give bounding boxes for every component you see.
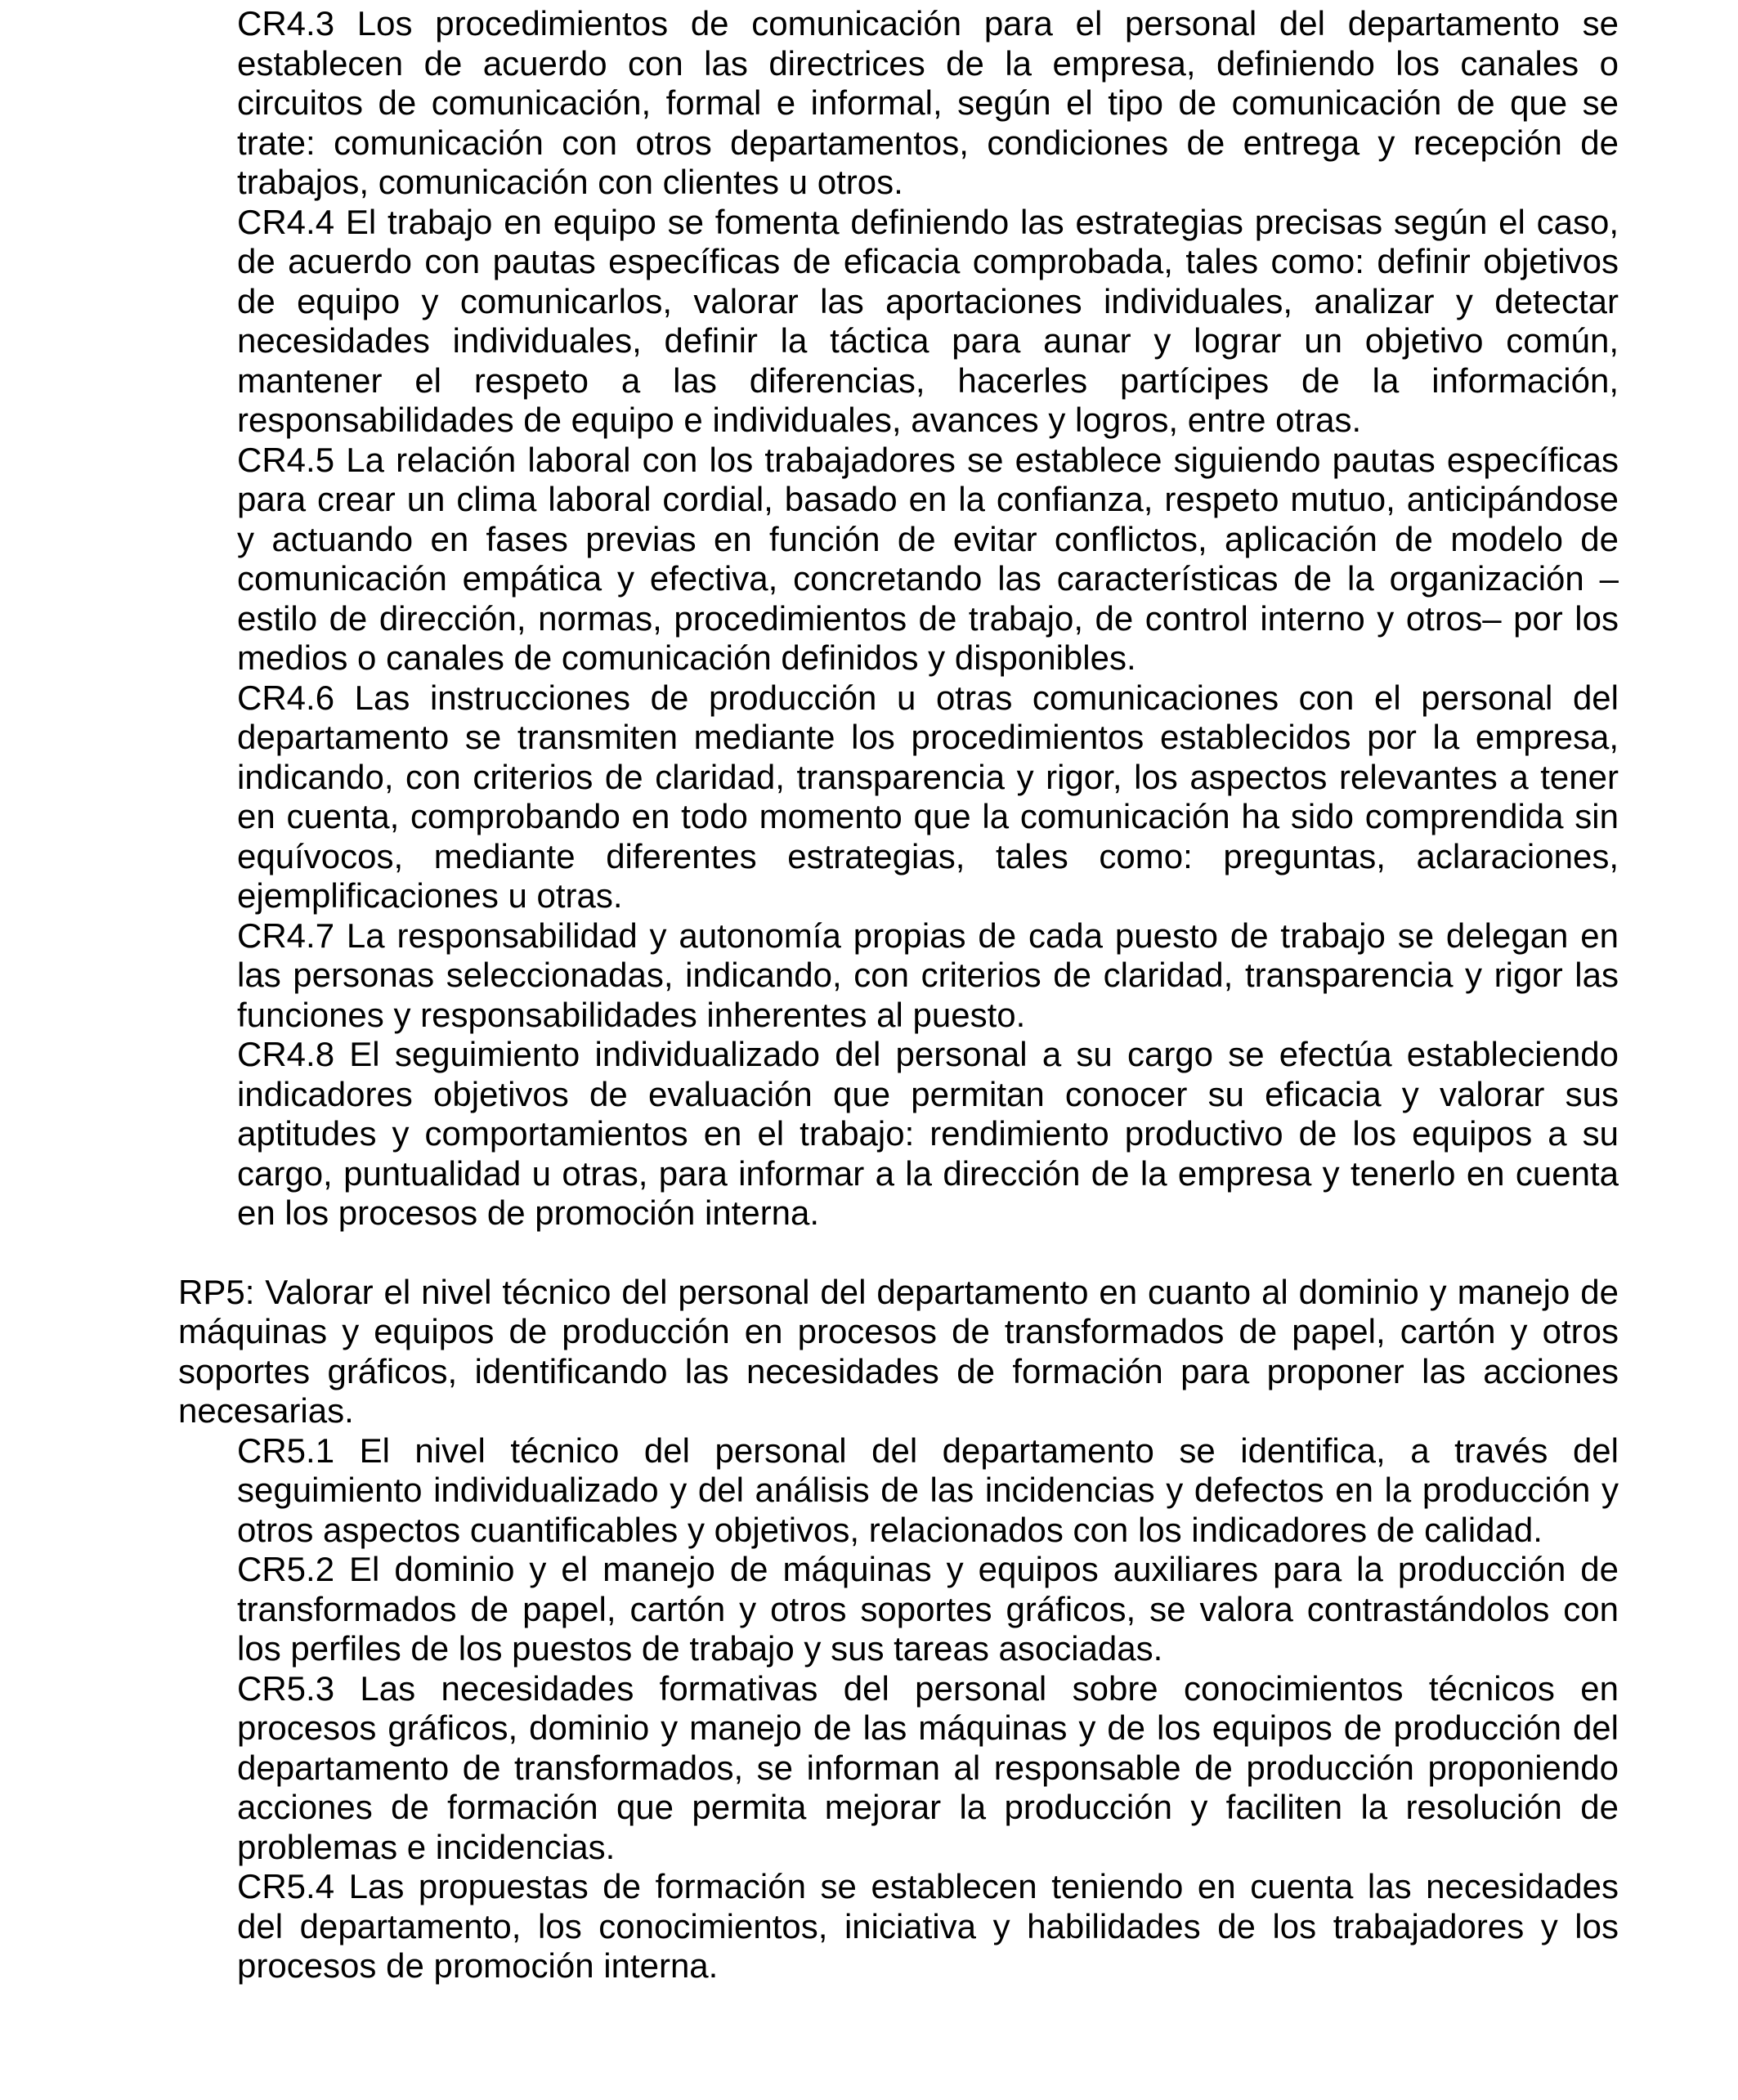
paragraph-cr5-3: CR5.3 Las necesidades formativas del personal sobre conocimientos técnicos en procesos gráficos, dominio y manejo de las máquinas y de los equipos de producción del departamento de transformados, se informan al responsable de producción proponiendo acciones de formación que permita mejorar la producción y faciliten la resolución de problemas e incidencias. <box>237 1668 1619 1866</box>
paragraph-rp5: RP5: Valorar el nivel técnico del personal del departamento en cuanto al dominio y manejo de máquinas y equipos de producción en procesos de transformados de papel, cartón y otros soportes gráficos, identificando las necesidades de formación para proponer las acciones necesarias. <box>178 1272 1619 1430</box>
paragraph-cr4-4: CR4.4 El trabajo en equipo se fomenta definiendo las estrategias precisas según el caso, de acuerdo con pautas específicas de eficacia comprobada, tales como: definir objetivos de equipo y comunicarlos, valorar las aportaciones individuales, analizar y detectar necesidades individuales, definir la táctica para aunar y lograr un objetivo común, mantener el respeto a las diferencias, hacerles partícipes de la información, responsabilidades de equipo e individuales, avances y logros, entre otras. <box>237 202 1619 439</box>
paragraph-cr4-3: CR4.3 Los procedimientos de comunicación para el personal del departamento se establecen de acuerdo con las directrices de la empresa, definiendo los canales o circuitos de comunicación, formal e informal, según el tipo de comunicación de que se trate: comunicación con otros departamentos, condiciones de entrega y recepción de trabajos, comunicación con clientes u otros. <box>237 4 1619 201</box>
paragraph-cr5-2: CR5.2 El dominio y el manejo de máquinas y equipos auxiliares para la producción de transformados de papel, cartón y otros soportes gráficos, se valora contrastándolos con los perfiles de los puestos de trabajo y sus tareas asociadas. <box>237 1550 1619 1668</box>
paragraph-cr4-7: CR4.7 La responsabilidad y autonomía propias de cada puesto de trabajo se delegan en las personas seleccionadas, indicando, con criterios de claridad, transparencia y rigor las funciones y responsabilidades inherentes al puesto. <box>237 916 1619 1034</box>
paragraph-cr4-8: CR4.8 El seguimiento individualizado del personal a su cargo se efectúa estableciendo indicadores objetivos de evaluación que permitan conocer su eficacia y valorar sus aptitudes y comportamientos en el trabajo: rendimiento productivo de los equipos a su cargo, puntualidad u otras, para informar a la dirección de la empresa y tenerlo en cuenta en los procesos de promoción interna. <box>237 1035 1619 1232</box>
paragraph-cr4-5: CR4.5 La relación laboral con los trabajadores se establece siguiendo pautas específicas para crear un clima laboral cordial, basado en la confianza, respeto mutuo, anticipándose y actuando en fases previas en función de evitar conflictos, aplicación de modelo de comunicación empática y efectiva, concretando las características de la organización –estilo de dirección, normas, procedimientos de trabajo, de control interno y otros– por los medios o canales de comunicación definidos y disponibles. <box>237 440 1619 677</box>
paragraph-cr5-1: CR5.1 El nivel técnico del personal del departamento se identifica, a través del seguimiento individualizado y del análisis de las incidencias y defectos en la producción y otros aspectos cuantificables y objetivos, relacionados con los indicadores de calidad. <box>237 1431 1619 1549</box>
paragraph-cr4-6: CR4.6 Las instrucciones de producción u otras comunicaciones con el personal del departamento se transmiten mediante los procedimientos establecidos por la empresa, indicando, con criterios de claridad, transparencia y rigor, los aspectos relevantes a tener en cuenta, comprobando en todo momento que la comunicación ha sido comprendida sin equívocos, mediante diferentes estrategias, tales como: preguntas, aclaraciones, ejemplificaciones u otras. <box>237 678 1619 915</box>
paragraph-cr5-4: CR5.4 Las propuestas de formación se establecen teniendo en cuenta las necesidades del departamento, los conocimientos, iniciativa y habilidades de los trabajadores y los procesos de promoción interna. <box>237 1867 1619 1985</box>
